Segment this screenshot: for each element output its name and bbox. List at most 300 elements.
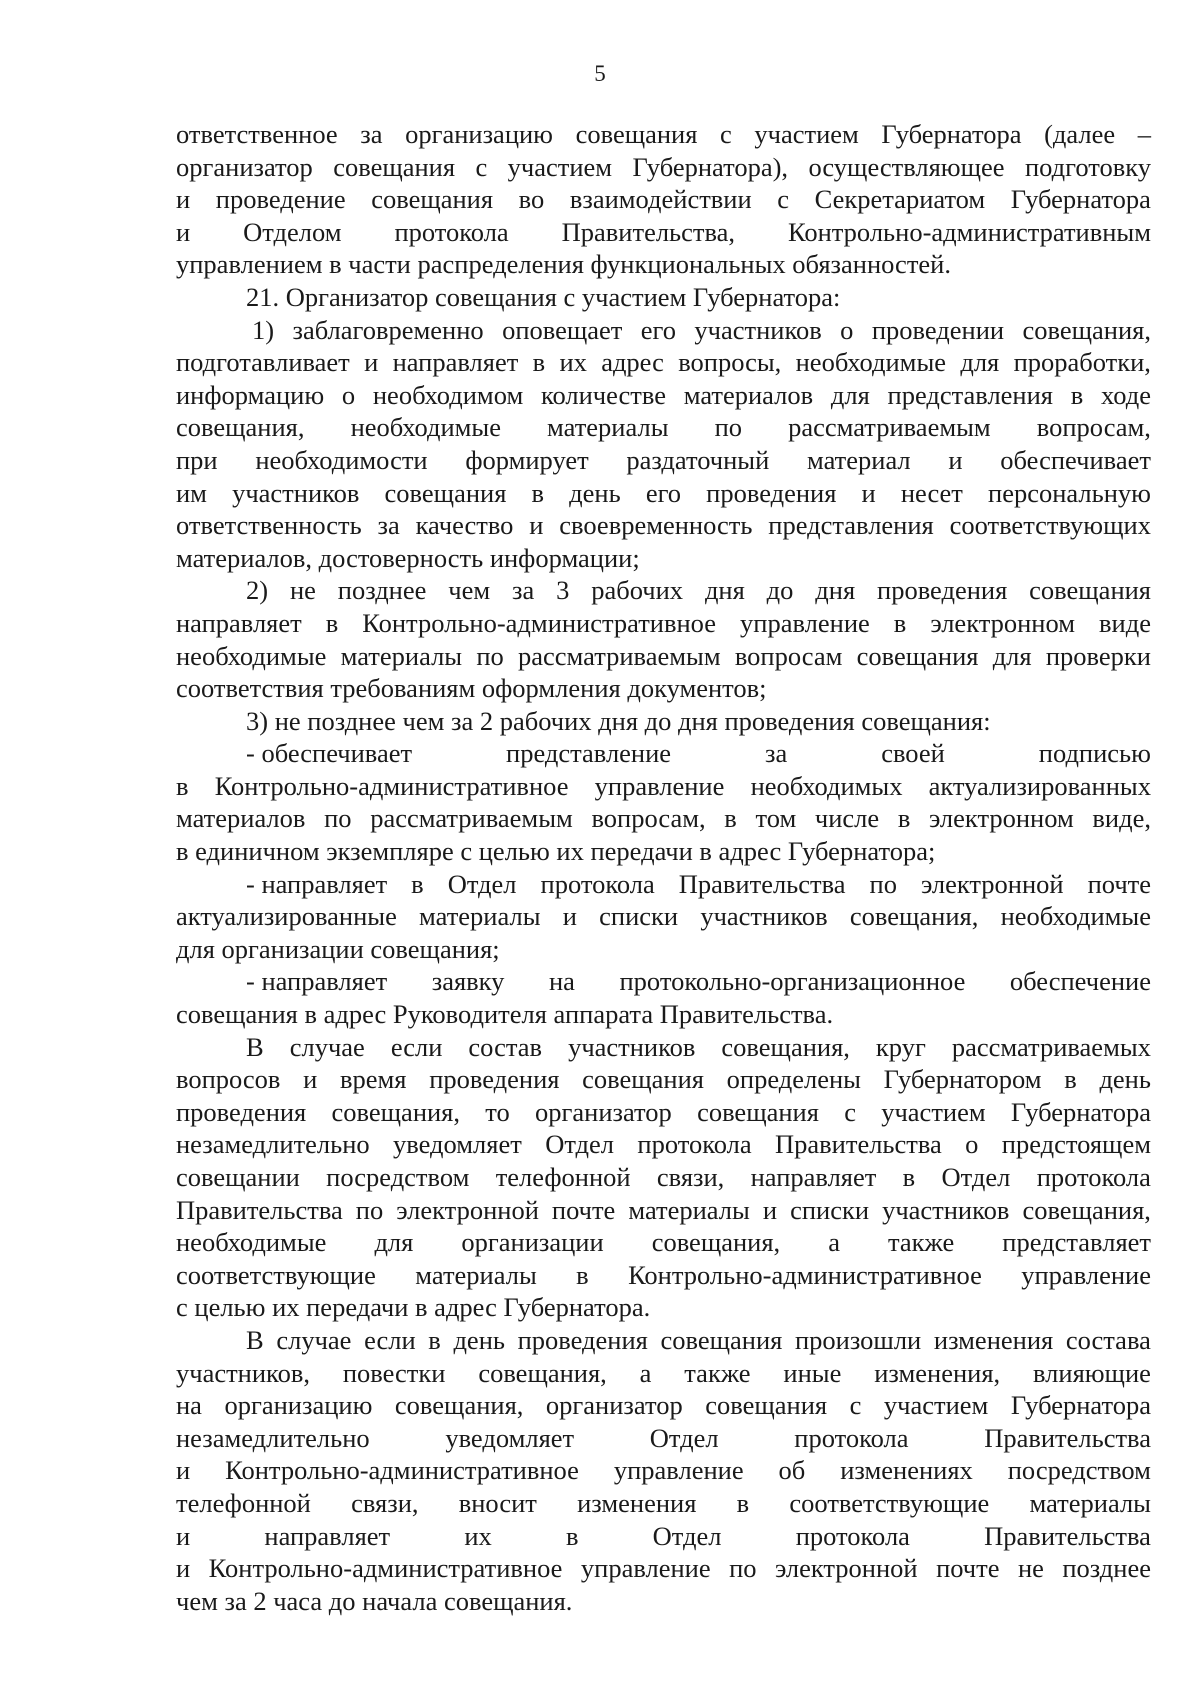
text-line — [176, 900, 1151, 933]
text-word: на — [176, 1390, 202, 1421]
text-word: совещания — [333, 151, 456, 182]
text-word: организатор — [176, 151, 313, 182]
text-word: иные — [783, 1357, 842, 1388]
text-word: Контрольно-административное — [628, 1259, 982, 1290]
text-word: Отдел — [941, 1162, 1011, 1192]
text-word: и — [176, 1520, 191, 1551]
text-word: раздаточный — [626, 444, 770, 475]
text-word: участников — [700, 901, 828, 932]
text-word: ходе — [1100, 379, 1151, 410]
text-word: подписью — [1038, 738, 1151, 769]
text-word: совещания, — [1022, 314, 1151, 345]
text-word: участием — [883, 1390, 989, 1421]
text-word: направляет — [264, 1520, 391, 1551]
text-line — [176, 346, 1151, 379]
text-word: с — [777, 184, 790, 215]
text-word: день — [569, 477, 621, 508]
text-word: и — [529, 510, 544, 541]
text-word: и — [303, 1064, 318, 1095]
text-word: для организации совещания; — [176, 933, 500, 964]
text-word: круг — [875, 1031, 926, 1062]
text-word: по — [714, 412, 743, 443]
text-word: с — [475, 151, 488, 182]
text-word: рассматриваемым — [788, 412, 991, 443]
text-word: в — [1070, 379, 1084, 410]
text-word: электронной — [774, 1553, 918, 1584]
text-line — [176, 574, 1151, 607]
text-word: совещания, — [176, 412, 305, 443]
text-word: протокола — [540, 868, 655, 899]
text-word: время — [340, 1064, 407, 1095]
text-word: связи, — [351, 1487, 419, 1518]
text-word: материалов, достоверность информации; — [176, 542, 640, 573]
text-word: день — [1099, 1064, 1151, 1095]
text-word: направляет — [176, 607, 302, 638]
text-word: Контрольно-административное — [208, 1553, 563, 1584]
text-line — [176, 477, 1151, 510]
text-word: участием — [881, 1096, 986, 1127]
text-word: за — [360, 119, 383, 149]
text-word: и — [176, 1455, 191, 1486]
text-word: своей — [881, 738, 945, 769]
text-word: за — [765, 738, 788, 769]
text-word: заявку — [431, 966, 505, 997]
text-word: проведения — [877, 575, 1008, 606]
text-word: участников — [232, 477, 360, 508]
text-word: проработки, — [1013, 347, 1151, 378]
text-word: совещания — [697, 1096, 819, 1127]
text-word: совещания — [582, 1064, 704, 1095]
text-word: материалы — [1029, 1487, 1151, 1518]
text-word: участников — [568, 1031, 696, 1062]
text-word: Правительства — [176, 1194, 343, 1225]
text-word: в — [736, 1487, 750, 1518]
text-word: в — [325, 607, 339, 638]
text-word: для — [960, 347, 1000, 378]
text-word: связи, — [656, 1162, 725, 1192]
text-word: состава — [1065, 1324, 1151, 1355]
text-line — [176, 737, 1151, 770]
text-word: виде, — [1092, 803, 1151, 834]
text-line — [176, 998, 1151, 1031]
text-word: проведения — [706, 477, 837, 508]
text-word: уведомляет — [445, 1422, 575, 1453]
text-word: - направляет — [246, 966, 388, 997]
text-word: в — [532, 347, 546, 378]
text-word: участников — [694, 314, 822, 345]
text-word: также — [684, 1357, 751, 1388]
text-word: для — [830, 379, 870, 410]
text-word: о — [341, 379, 356, 410]
text-word: рассматриваемым — [518, 640, 721, 671]
text-word: организацию — [405, 119, 553, 149]
text-word: материалы — [340, 640, 463, 671]
text-line — [176, 770, 1151, 803]
text-word: по — [324, 803, 352, 834]
text-word: Секретариатом — [814, 184, 986, 215]
text-word: дня — [815, 575, 856, 606]
text-word: участников — [882, 1194, 1010, 1225]
text-word: необходимые — [350, 412, 501, 443]
text-word: Губернатора — [1010, 1390, 1151, 1421]
text-word: 2) — [246, 575, 269, 606]
text-word: с — [849, 1390, 862, 1421]
text-word: в — [411, 868, 424, 899]
text-line — [176, 965, 1151, 998]
text-line — [176, 640, 1151, 673]
text-word: заблаговременно — [292, 314, 484, 345]
text-word: необходимые — [1000, 901, 1151, 932]
text-word: вопросам — [734, 640, 843, 671]
text-word: 3 — [556, 575, 570, 606]
text-word: ответственность — [176, 510, 362, 541]
text-word: совещания в адрес Руководителя аппарата Правительства. — [176, 999, 834, 1030]
text-word: в — [893, 607, 907, 638]
text-word: до — [766, 575, 794, 606]
text-word: списки — [790, 1194, 870, 1225]
text-line — [176, 1063, 1151, 1096]
text-line — [176, 379, 1151, 412]
text-word: о — [965, 1129, 979, 1160]
text-line — [176, 835, 1151, 868]
text-word: изменениях — [840, 1455, 973, 1486]
text-word: Губернатора — [1010, 1096, 1151, 1127]
text-word: незамедлительно — [176, 1129, 370, 1160]
text-word: чем — [448, 575, 491, 606]
text-word: обеспечение — [1009, 966, 1151, 997]
text-word: количестве — [540, 379, 666, 410]
text-word: случае — [289, 1031, 365, 1062]
text-word: уведомляет — [393, 1129, 522, 1160]
text-word: организатор — [545, 1390, 683, 1421]
text-line — [176, 1389, 1151, 1422]
text-line — [176, 1454, 1151, 1487]
text-word: совещания, — [721, 1031, 850, 1062]
text-word: соответствующие — [176, 1259, 376, 1290]
text-line — [176, 1357, 1151, 1390]
text-word: персональную — [988, 477, 1151, 508]
text-line — [176, 705, 1151, 738]
text-line — [176, 1520, 1151, 1553]
text-line — [176, 1226, 1151, 1259]
text-word: 1) — [252, 314, 275, 345]
text-word: Правительства — [775, 1129, 942, 1160]
text-word: актуализированных — [928, 770, 1151, 801]
text-word: определены — [726, 1064, 861, 1095]
text-word: Отдел — [545, 1129, 615, 1160]
text-word: Отделом — [243, 216, 342, 247]
text-word: подготовку — [1024, 151, 1151, 182]
text-line — [176, 281, 1151, 314]
text-word: на — [548, 966, 575, 997]
text-word: несет — [900, 477, 963, 508]
text-word: об — [778, 1455, 806, 1486]
text-word: том — [755, 803, 797, 834]
text-word: им — [176, 477, 207, 508]
text-word: Контрольно-административное — [225, 1455, 579, 1486]
text-word: управлением в части распределения функциональных обязанностей. — [176, 249, 951, 280]
text-word: изменения, — [874, 1357, 1001, 1388]
text-word: управление — [740, 607, 870, 638]
text-word: материалы — [547, 412, 669, 443]
text-word: для — [374, 1227, 414, 1258]
text-word: если — [364, 1324, 416, 1355]
text-word: в — [897, 803, 911, 834]
text-word: незамедлительно — [176, 1422, 370, 1453]
text-word: вносит — [458, 1487, 537, 1518]
text-word: необходимых — [750, 770, 903, 801]
text-word: вопросов — [176, 1064, 281, 1095]
text-word: электронном — [929, 803, 1074, 834]
text-word: представления — [887, 379, 1053, 410]
text-line — [176, 868, 1151, 901]
text-word: списки — [599, 901, 679, 932]
text-word: и — [176, 1553, 191, 1584]
text-word: представление — [506, 738, 672, 769]
text-word: Губернатора), — [632, 151, 789, 182]
text-word: посредством — [1007, 1455, 1151, 1486]
text-word: проверки — [1045, 640, 1151, 671]
text-word: почте — [1087, 868, 1151, 899]
text-word: адрес — [601, 347, 664, 378]
text-line — [176, 248, 1151, 281]
text-word: состав — [468, 1031, 543, 1062]
text-word: и — [562, 901, 577, 932]
text-word: - обеспечивает — [246, 738, 413, 769]
text-word: проведения — [429, 1064, 560, 1095]
text-word: влияющие — [1033, 1357, 1151, 1388]
text-word: для — [992, 640, 1032, 671]
text-word: о — [840, 314, 854, 345]
text-word: своевременность — [559, 510, 753, 541]
text-line — [176, 1552, 1151, 1585]
text-word: почте — [936, 1553, 1000, 1584]
text-word: по — [355, 1194, 384, 1225]
text-word: в — [176, 770, 189, 801]
text-word: вопросы, — [678, 347, 782, 378]
text-word: и — [176, 184, 191, 215]
text-word: управление — [594, 770, 725, 801]
text-word: (далее — [1044, 119, 1116, 149]
text-line — [176, 672, 1151, 705]
text-word: соответствия требованиям оформления документов; — [176, 673, 767, 704]
text-word: актуализированные — [176, 901, 397, 932]
text-word: совещания — [705, 1390, 828, 1421]
text-word: взаимодействии — [569, 184, 752, 215]
text-word: материалы — [419, 901, 541, 932]
text-line — [176, 1487, 1151, 1520]
text-word: в — [1064, 1064, 1077, 1095]
text-line — [176, 802, 1151, 835]
text-line — [176, 1259, 1151, 1292]
text-word: соответствующих — [949, 510, 1151, 541]
text-word: случае — [276, 1324, 352, 1355]
text-word: материал — [807, 444, 911, 475]
text-word: совещания — [575, 119, 698, 149]
text-line — [176, 1324, 1151, 1357]
text-line — [176, 1194, 1151, 1227]
text-word: почте — [551, 1194, 616, 1225]
text-word: оповещает — [502, 314, 623, 345]
text-word: их — [464, 1520, 492, 1551]
text-word: вопросам, — [591, 803, 706, 834]
text-word: числе — [814, 803, 880, 834]
text-word: чем за 2 часа до начала совещания. — [176, 1585, 573, 1616]
text-word: электронной — [396, 1194, 539, 1225]
text-word: направляет — [750, 1162, 877, 1192]
text-word: изменения — [933, 1324, 1054, 1355]
document-body — [176, 118, 1151, 1617]
text-word: и — [861, 477, 876, 508]
text-word: с — [844, 1096, 856, 1127]
text-word: совещания, — [394, 1390, 524, 1421]
text-word: Контрольно-административное — [214, 770, 569, 801]
text-line — [176, 933, 1151, 966]
text-word: участников, — [176, 1357, 310, 1388]
text-word: направляет — [392, 347, 519, 378]
text-word: совещания — [660, 1324, 783, 1355]
text-word: с — [720, 119, 732, 149]
text-word: проведении — [871, 314, 1005, 345]
text-word: электронном — [930, 607, 1076, 638]
text-word: необходимые — [795, 347, 947, 378]
text-word: организатор — [535, 1096, 672, 1127]
text-word: при — [176, 444, 218, 475]
text-word: организации — [461, 1227, 604, 1258]
text-word: во — [518, 184, 545, 215]
text-word: осуществляющее — [808, 151, 1005, 182]
text-word: подготавливает — [176, 347, 350, 378]
text-word: в — [428, 1324, 441, 1355]
text-word: виде — [1099, 607, 1151, 638]
text-word: посредством — [326, 1162, 470, 1192]
text-word: 21. Организатор совещания с участием Губернатора: — [246, 281, 841, 312]
text-word: совещания, — [478, 1357, 607, 1388]
text-word: повестки — [342, 1357, 446, 1388]
text-line — [176, 216, 1151, 249]
text-word: Губернатора — [1010, 184, 1151, 215]
text-line — [176, 1031, 1151, 1064]
text-word: а — [639, 1357, 652, 1388]
text-word: информацию — [176, 379, 325, 410]
text-word: в — [902, 1162, 916, 1192]
text-word: Правительства — [984, 1520, 1151, 1551]
text-word: соответствующие — [789, 1487, 990, 1518]
text-word: проведения — [517, 1324, 648, 1355]
text-word: то — [485, 1096, 510, 1127]
text-word: совещания, — [1022, 1194, 1151, 1225]
text-word: участием — [507, 151, 613, 182]
text-word: необходимые — [176, 640, 327, 671]
text-word: совещании — [176, 1162, 300, 1192]
text-word: Отдел — [447, 868, 517, 899]
text-word: а — [828, 1227, 840, 1258]
text-word: протокола — [394, 216, 509, 247]
text-word: протокола — [794, 1422, 909, 1453]
text-line — [176, 444, 1151, 477]
text-word: рассматриваемых — [951, 1031, 1151, 1062]
text-line — [176, 607, 1151, 640]
text-word: участием — [754, 119, 859, 149]
text-word: проведение — [215, 184, 346, 215]
text-word: изменения — [577, 1487, 697, 1518]
text-word: организацию — [224, 1390, 373, 1421]
text-word: электронной — [920, 868, 1064, 899]
text-word: и — [176, 216, 191, 247]
text-word: по — [869, 868, 897, 899]
text-word: совещания, — [331, 1096, 460, 1127]
text-word: Контрольно-административным — [787, 216, 1151, 247]
text-word: и — [948, 444, 963, 475]
text-word: его — [645, 477, 682, 508]
text-word: с целью их передачи в адрес Губернатора. — [176, 1292, 651, 1323]
text-word: управление — [1021, 1259, 1151, 1290]
text-word: Отдел — [649, 1422, 719, 1453]
text-word: не — [289, 575, 316, 606]
text-word: в единичном экземпляре с целью их передачи в адрес Губернатора; — [176, 836, 936, 867]
text-word: по — [729, 1553, 757, 1584]
page-number: 5 — [594, 61, 606, 86]
text-word: материалов — [683, 379, 814, 410]
text-line — [176, 1585, 1151, 1618]
text-word: за — [512, 575, 535, 606]
text-line — [176, 118, 1151, 151]
text-word: их — [559, 347, 587, 378]
text-word: дня — [704, 575, 745, 606]
text-word: необходимости — [255, 444, 428, 475]
text-word: и — [364, 347, 379, 378]
text-word: управление — [613, 1455, 744, 1486]
text-word: 3) не позднее чем за 2 рабочих дня до дня проведения совещания: — [246, 705, 991, 736]
text-line — [176, 509, 1151, 542]
text-word: его — [640, 314, 677, 345]
text-word: совещания — [856, 640, 979, 671]
text-word: Правительства, — [561, 216, 736, 247]
text-word: предстоящем — [1001, 1129, 1151, 1160]
text-word: также — [888, 1227, 955, 1258]
text-word: Губернатором — [883, 1064, 1042, 1095]
text-line — [176, 1291, 1151, 1324]
text-word: В — [246, 1031, 264, 1062]
text-word: управление — [580, 1553, 711, 1584]
text-word: рабочих — [591, 575, 684, 606]
text-line — [176, 1161, 1151, 1194]
text-word: в — [531, 477, 545, 508]
text-line — [176, 1096, 1151, 1129]
text-line — [176, 183, 1151, 216]
text-word: за — [377, 510, 400, 541]
text-word: представляет — [1002, 1227, 1151, 1258]
text-word: формирует — [465, 444, 589, 475]
text-word: в — [565, 1520, 579, 1551]
text-line — [176, 314, 1151, 347]
text-line — [176, 151, 1151, 184]
text-word: совещания — [371, 184, 494, 215]
text-word: Губернатора — [881, 119, 1022, 149]
text-line — [176, 411, 1151, 444]
text-word: если — [390, 1031, 443, 1062]
text-word: протокола — [795, 1520, 910, 1551]
text-word: – — [1137, 119, 1151, 149]
text-word: Правительства — [678, 868, 846, 899]
text-word: обеспечивает — [1000, 444, 1151, 475]
text-word: необходимые — [176, 1227, 327, 1258]
text-word: день — [453, 1324, 505, 1355]
text-word: материалы — [628, 1194, 750, 1225]
text-word: позднее — [1062, 1553, 1151, 1584]
text-word: Контрольно-административное — [362, 607, 717, 638]
text-word: качество — [415, 510, 514, 541]
